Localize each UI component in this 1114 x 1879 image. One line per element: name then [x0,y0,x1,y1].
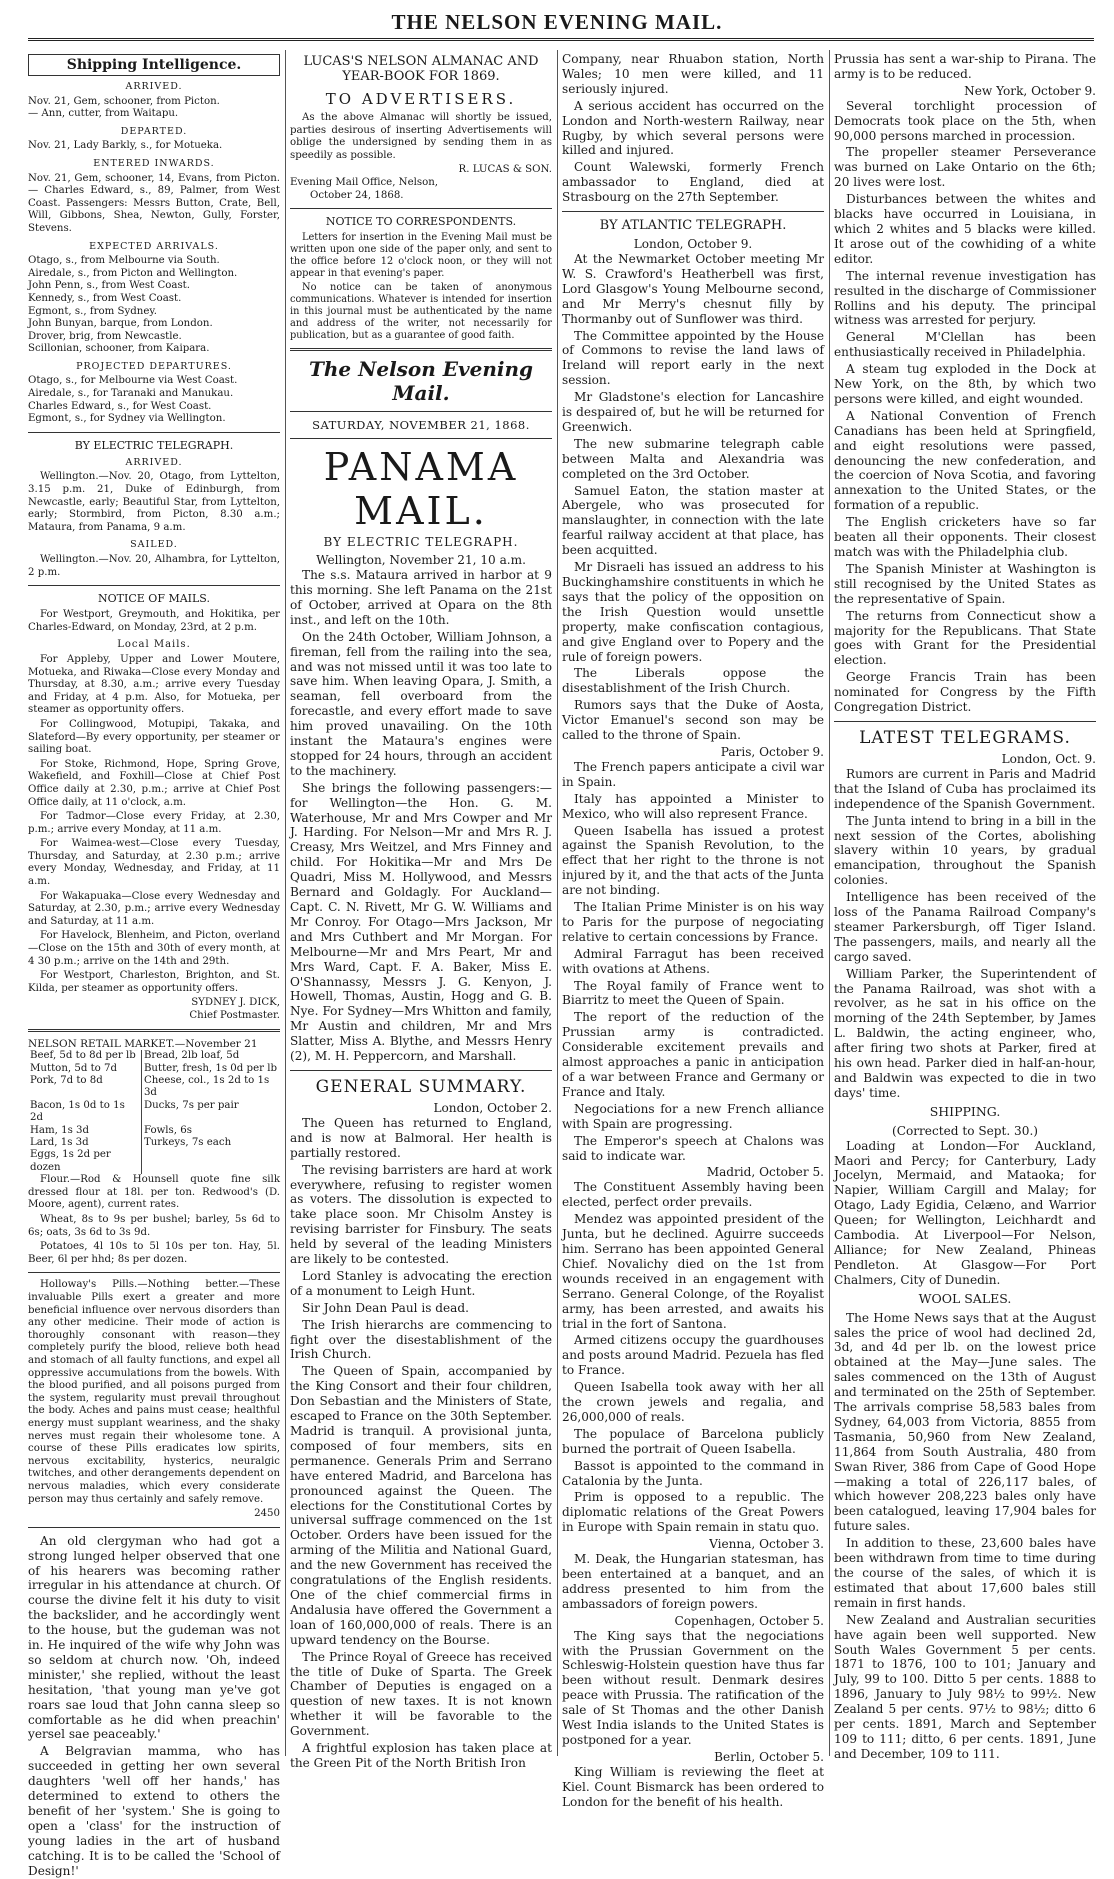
summary-paragraph: Lord Stanley is advocating the erection of a monument to Leigh Hunt. [290,1268,552,1298]
table-row [28,1050,280,1062]
atlantic-paragraph: At the Newmarket October meeting Mr W. S. Crawford's Heatherbell was first, Lord Glasgow's Young Melbourne second, and Mr Merry's chesnut filly by Thormanby out of Sunflower was third. [562,251,824,326]
column-3 [562,52,824,1809]
latest-telegrams-heading: LATEST TELEGRAMS. [859,727,1071,748]
new-york-paragraph: The Spanish Minister at Washington is still recognised by the United States as the representative of Spain. [834,561,1096,606]
entered-text: Nov. 21, Gem, schooner, 14, Evans, from Picton. — Charles Edward, s., 89, Palmer, from West Coast. Passengers: Messrs Button, Crate, Bell, Will, Gibbons, Shea, Newton, Gully, Forster, Stevens. [28,172,280,234]
correspondents-text: No notice can be taken of anonymous communications. Whatever is intended for insertion in this journal must be authenticated by the name and address of the writer, not necessarily for publication, but as a guarantee of good faith. [290,282,552,342]
article-paragraph: Count Walewski, formerly French ambassador to England, died at Strasbourg on the 27th September. [562,160,824,205]
new-york-paragraph: A National Convention of French Canadians has been held at Springfield, and eight resolutions were passed, denouncing the new confederation, and the coercion of Nova Scotia, and favoring annexation to the United States, or the formation of a republic. [834,408,1096,513]
new-york-paragraph: General M'Clellan has been enthusiastically received in Philadelphia. [834,330,1096,360]
projected-line: Charles Edward, s., for West Coast. [28,400,212,412]
arrived-line: — Ann, cutter, from Waitapu. [28,108,179,120]
tel-sailed-label: SAILED. [130,539,178,551]
table-row [28,1125,280,1137]
shipping-intelligence-heading: Shipping Intelligence. [28,54,280,76]
mail-item: For Wakapuaka—Close every Wednesday and Saturday, at 2.30, p.m.; arrive every Wednesday and Saturday, at 11 a.m. [28,890,280,927]
berlin-dateline: Berlin, October 5. [714,1749,824,1764]
new-york-paragraph: The returns from Connecticut show a majority for the Republicans. That State goes with Grant for the Presidential election. [834,608,1096,668]
market-cell: Butter, fresh, 1s 0d per lb [143,1062,277,1074]
latest-paragraph: Rumors are current in Paris and Madrid that the Island of Cuba has proclaimed its independence of the Spanish Government. [834,766,1096,811]
new-york-paragraph: Disturbances between the whites and blacks have occurred in Louisiana, in which 2 whites and 5 blacks were killed. It arose out of the cowhiding of a white editor. [834,192,1096,266]
divider [290,348,552,351]
madrid-paragraph: The populace of Barcelona publicly burned the portrait of Queen Isabella. [562,1426,824,1456]
market-cell: Cheese, col., 1s 2d to 1s 3d [143,1075,270,1099]
latest-paragraph: The Junta intend to bring in a bill in the next session of the Cortes, abolishing slavery within 10 years, by gradual emancipation, throughout the Spanish colonies. [834,813,1096,888]
advertisers-heading: TO ADVERTISERS. [325,90,517,108]
divider [28,1272,280,1273]
new-york-paragraph: The internal revenue investigation has resulted in the discharge of Commissioner Rollins and his deputy. The principal witness was arrested for perjury. [834,268,1096,328]
copenhagen-paragraph: The King says that the negociations with the Prussian Government on the Schleswig-Holstein question have thus far been without result. Denmark desires peace with Prussia. The ratification of the sale of St Thomas and the other Danish West India islands to the United States is postponed for a year. [562,1628,824,1747]
tel-arrived-text: Wellington.—Nov. 20, Otago, from Lyttelton, 3.15 p.m. 21, Duke of Edinburgh, from Newcastle, early; Beautiful Star, from Lyttelton, early; Stormbird, from Picton, 8.30 a.m.; Mataura, from Panama, 9 a.m. [28,471,280,533]
mail-item: For Tadmor—Close every Friday, at 2.30, p.m.; arrive every Monday, at 11 a.m. [28,811,280,835]
market-note: Wheat, 8s to 9s per bushel; barley, 5s 6d to 6s; oats, 3s 6d to 3s 9d. [28,1214,280,1238]
expected-line: Kennedy, s., from West Coast. [28,292,182,304]
panama-mail-heading: PANAMA MAIL. [323,445,519,534]
wool-paragraph: New Zealand and Australian securities have again been well supported. New South Wales Government 5 per cents. 1871 to 1876, 100 to 101; January and July, 99 to 100. Ditto 5 per cents. 1888 to 1896, January to July 98½ to 99½. New Zealand 5 per cents. 97½ to 98½; ditto 6 per cents. 1891, March and September 109 to 111; ditto, 6 per cents. 1891, June and December, 109 to 111. [834,1612,1096,1761]
market-cell: Pork, 7d to 8d [28,1075,141,1100]
paris-paragraph: The Italian Prime Minister is on his way to Paris for the purpose of negociating relative to certain concessions by France. [562,900,824,944]
summary-paragraph: The Queen has returned to England, and is now at Balmoral. Her health is partially restored. [290,1115,552,1160]
new-york-paragraph: The English cricketers have so far beaten all their opponents. Their closest match was with the Philadelphia club. [834,515,1096,559]
paris-paragraph: Admiral Farragut has been received with ovations at Athens. [562,946,824,976]
mails-heading: NOTICE OF MAILS. [98,592,210,606]
atlantic-paragraph: The new submarine telegraph cable between Malta and Alexandria was completed on the 3rd October. [562,436,824,481]
local-mails-label: Local Mails. [117,639,191,651]
mail-item: For Stoke, Richmond, Hope, Spring Grove, Wakefield, and Foxhill—Close at Chief Post Office daily at 2.30, p.m.; arrive at Chief Post Office daily, at 11 o'clock, a.m. [28,758,280,808]
article-paragraph: Company, near Rhuabon station, North Wales; 10 men were killed, and 11 seriously injured. [562,52,824,96]
table-row [28,1149,280,1174]
correspondents-text: Letters for insertion in the Evening Mail must be written upon one side of the paper only, and sent to the office before 12 o'clock noon, or they will not appear in that evening's paper. [290,232,552,280]
projected-line: Airedale, s., for Taranaki and Manukau. [28,388,234,400]
arrived-line: Nov. 21, Gem, schooner, from Picton. [28,95,220,107]
advert-number: 2450 [254,1508,280,1520]
holloway-advert: Holloway's Pills.—Nothing better.—These invaluable Pills exert a greater and more beneficial influence over nervous disorders than any other medicine. Their mode of action is thoroughly consonant with reason—they completely purify the blood, relieve both head and stomach of all faulty functions, and expel all oppressive accumulations from the bowels. With the blood purified, and all poisons purged from the system, regularity must prevail throughout the body. Aches and pains must cease; healthful energy must supplant weariness, and the shaky nerves must regain their wholesome tone. A course of these Pills eradicates low spirits, nervous excitability, hysterics, neuralgic twitches, and other derangements dependent on nervous maladies, which every considerate person may thus certainly and safely remove. [28,1279,280,1505]
market-cell: Ham, 1s 3d [28,1125,141,1137]
paper-nameplate: The Nelson Evening Mail. [308,357,534,406]
paris-paragraph: Negociations for a new French alliance with Spain are progressing. [562,1101,824,1131]
panama-dateline: Wellington, November 21, 10 a.m. [316,553,526,568]
entered-label: ENTERED INWARDS. [93,157,215,169]
vienna-paragraph: M. Deak, the Hungarian statesman, has been entertained at a banquet, and an address presented to him from the ambassadors of foreign powers. [562,1552,824,1611]
advertisers-address: Evening Mail Office, Nelson, [290,176,439,188]
summary-paragraph: The Irish hierarchs are commencing to fight over the disestablishment of the Irish Church. [290,1317,552,1362]
market-cell: Beef, 5d to 8d per lb [28,1050,141,1062]
divider [834,721,1096,722]
mail-item: For Waimea-west—Close every Tuesday, Thursday, and Saturday, at 2.30 p.m.; arrive every Monday, Wednesday, and Friday, at 11 a.m. [28,838,280,888]
market-cell: Turkeys, 7s each [143,1137,232,1149]
berlin-paragraph: King William is reviewing the fleet at Kiel. Count Bismarck has been ordered to London for the benefit of his health. [562,1764,824,1809]
market-cell: Ducks, 7s per pair [143,1099,239,1111]
market-cell: Fowls, 6s [143,1124,192,1136]
article-paragraph: A serious accident has occurred on the London and North-western Railway, near Rugby, by which several persons were killed and injured. [562,98,824,158]
market-cell: Lard, 1s 3d [28,1137,141,1149]
divider [290,1070,552,1071]
market-note: Potatoes, 4l 10s to 5l 10s per ton. Hay, 5l. Beer, 6l per hhd; 8s per dozen. [28,1241,280,1265]
market-cell: Eggs, 1s 2d per dozen [28,1149,141,1174]
column-1 [28,52,280,1878]
projected-line: Otago, s., for Melbourne via West Coast. [28,375,238,387]
shipping-paragraph: Loading at London—For Auckland, Maori and Percy; for Canterbury, Lady Jocelyn, Mermaid, and Mataoka; for Napier, William Cargill and Malay; for Otago, Lady Egidia, Celæno, and Warrior Queen; for Wellington, Leichhardt and Cambodia. At Liverpool—For Nelson, Alliance; for New Zealand, Phineas Pendleton. At Glasgow—For Port Chalmers, City of Dunedin. [834,1138,1096,1287]
expected-line: Scillonian, schooner, from Kaipara. [28,343,210,355]
tel-sailed-text: Wellington.—Nov. 20, Alhambra, for Lyttelton, 2 p.m. [28,554,280,578]
madrid-paragraph: Armed citizens occupy the guardhouses and posts around Madrid. Pezuela has fled to France. [562,1333,824,1378]
summary-paragraph: The Queen of Spain, accompanied by the King Consort and their four children, Don Sebastian and the Ministers of State, escaped to France on the 30th September. Madrid is tranquil. A provisional junta, composed of four members, sits en permanence. Generals Prim and Serrano have entered Madrid, and Barcelona has pronounced against the Queen. The elections for the Constitutional Cortes by universal suffrage commenced on the 1st October. Orders have been issued for the arming of the Militia and National Guard, and the new Government has received the congratulations of the English residents. One of the chief commercial firms in Andalusia have offered the Government a loan of 160,000,000 of reals. There is an upward tendency on the Bourse. [290,1364,552,1647]
summary-paragraph: The revising barristers are hard at work everywhere, refusing to register women as voters. The dissolution is expected to take place soon. Mr Chisolm Anstey is revising barrister for Finsbury. The seats held by several of the leading Ministers are likely to be contested. [290,1162,552,1267]
expected-line: Egmont, s., from Sydney. [28,305,157,317]
paris-paragraph: Italy has appointed a Minister to Mexico, who will also represent France. [562,791,824,821]
divider [562,211,824,212]
wool-paragraph: In addition to these, 23,600 bales have been withdrawn from time to time during the course of the sales, of which it is estimated that about 17,600 bales still remain in first hands. [834,1536,1096,1610]
article-paragraph: Prussia has sent a war-ship to Pirana. The army is to be reduced. [834,52,1096,81]
panama-paragraph: The s.s. Mataura arrived in harbor at 9 this morning. She left Panama on the 21st of October, arrived at Opara on the 8th inst., and left on the 10th. [290,568,552,627]
divider [28,585,280,586]
tel-arrived-label: ARRIVED. [125,456,183,468]
expected-line: Drover, brig, from Newcastle. [28,330,182,342]
paris-paragraph: The French papers anticipate a civil war in Spain. [562,759,824,789]
market-heading: NELSON RETAIL MARKET.—November 21 [28,1037,258,1050]
expected-line: Airedale, s., from Picton and Wellington. [28,267,238,279]
mail-item: For Havelock, Blenheim, and Picton, overland—Close on the 15th and 30th of every month, at 4 30 p.m.; arrive on the 14th and 29th. [28,930,280,967]
summary-paragraph: Sir John Dean Paul is dead. [302,1300,469,1315]
general-summary-heading: GENERAL SUMMARY. [315,1076,527,1097]
mails-signature-title: Chief Postmaster. [189,1010,280,1021]
shipping-subheading: (Corrected to Sept. 30.) [891,1123,1039,1138]
atlantic-paragraph: Samuel Eaton, the station master at Abergele, who was prosecuted for manslaughter, in connection with the late fearful railway accident at that place, has been acquitted. [562,483,824,558]
madrid-dateline: Madrid, October 5. [706,1165,824,1180]
advertisers-signature: R. LUCAS & SON. [458,164,552,176]
divider [290,438,552,439]
madrid-paragraph: Prim is opposed to a republic. The diplomatic relations of the Great Powers in Europe with Spain remain in statu quo. [562,1490,824,1535]
paris-paragraph: The Royal family of France went to Biarritz to meet the Queen of Spain. [562,978,824,1008]
projected-label: PROJECTED DEPARTURES. [76,360,232,372]
new-york-paragraph: A steam tug exploded in the Dock at New York, on the 8th, by which two persons were killed, and eight wounded. [834,362,1096,406]
mail-item: For Westport, Charleston, Brighton, and St. Kilda, per steamer as opportunity offers. [28,970,280,994]
shipping-heading: SHIPPING. [929,1103,1001,1119]
table-row [28,1075,280,1100]
summary-paragraph: A frightful explosion has taken place at the Green Pit of the North British Iron [290,1741,552,1770]
new-york-paragraph: Several torchlight procession of Democrats took place on the 5th, when 90,000 persons marched in procession. [834,98,1096,143]
telegraph-heading: BY ELECTRIC TELEGRAPH. [74,438,234,452]
table-row [28,1137,280,1149]
projected-line: Egmont, s., for Sydney via Wellington. [28,413,226,425]
paper-date: SATURDAY, NOVEMBER 21, 1868. [312,418,530,433]
wool-sales-heading: WOOL SALES. [918,1290,1012,1306]
mails-signature-name: SYDNEY J. DICK, [191,997,280,1009]
masthead [0,0,1114,44]
market-table [28,1050,280,1174]
atlantic-paragraph: Mr Gladstone's election for Lancashire is despaired of, but he will be returned for Greenwich. [562,390,824,434]
latest-paragraph: William Parker, the Superintendent of the Panama Railroad, was shot with a revolver, as he sat in his office on the morning of the 24th September, by James L. Baldwin, the acting engineer, who, after firing two shots at Parker, fired at his own head. Parker died in half-an-hour, and Baldwin was expected to die in two days' time. [834,966,1096,1100]
madrid-paragraph: Queen Isabella took away with her all the crown jewels and regalia, and 26,000,000 of reals. [562,1380,824,1424]
table-row [28,1063,280,1075]
advertisers-text: As the above Almanac will shortly be issued, parties desirous of inserting Advertisements will oblige the undersigned by sending them in as speedily as possible. [290,112,552,161]
anecdote-belgravian: A Belgravian mamma, who has succeeded in getting her own several daughters 'well off her hands,' has determined to extend to others the benefit of her 'system.' She is going to open a 'class' for the instruction of young ladies in the art of husband catching. It is to be called the 'School of Design!' [28,1744,280,1878]
divider [28,1527,280,1528]
correspondents-heading: NOTICE TO CORRESPONDENTS. [325,215,517,229]
newspaper-title: THE NELSON EVENING MAIL. [391,10,723,34]
summary-paragraph: The Prince Royal of Greece has received the title of Duke of Sparta. The Greek Chamber of Deputies is engaged on a question of new taxes. It is not known whether it will be favorable to the Government. [290,1649,552,1739]
divider [28,432,280,433]
new-york-paragraph: George Francis Train has been nominated for Congress by the Fifth Congregation District. [834,670,1096,715]
atlantic-heading: BY ATLANTIC TELEGRAPH. [599,218,787,234]
panama-subheading: BY ELECTRIC TELEGRAPH. [323,535,519,550]
madrid-paragraph: Bassot is appointed to the command in Catalonia by the Junta. [562,1458,824,1488]
atlantic-paragraph: The Liberals oppose the disestablishment of the Irish Church. [562,666,824,696]
divider [28,1029,280,1032]
column-divider [557,50,558,1756]
market-note: Flour.—Rod & Hounsell quote fine silk dressed flour at 18l. per ton. Redwood's (D. Moore, agent), current rates. [28,1174,280,1211]
atlantic-paragraph: Rumors says that the Duke of Aosta, Victor Emanuel's second son may be called to the throne of Spain. [562,698,824,743]
vienna-dateline: Vienna, October 3. [709,1537,824,1552]
mails-intro: For Westport, Greymouth, and Hokitika, per Charles-Edward, on Monday, 23rd, at 2 p.m. [28,609,280,633]
atlantic-paragraph: Mr Disraeli has issued an address to his Buckinghamshire constituents in which he says that the policy of the opposition on the Irish Question would unsettle property, make confiscation contagious, and give England over to Popery and the rule of foreign powers. [562,560,824,664]
paris-paragraph: The report of the reduction of the Prussian army is contradicted. Considerable excitement prevails and almost approaches a panic in anticipation of a war between France and Germany or France and Italy. [562,1010,824,1099]
latest-dateline: London, Oct. 9. [1001,751,1096,766]
mail-item: For Appleby, Upper and Lower Moutere, Motueka, and Riwaka—Close every Monday and Thursday, at 8.30, a.m.; arrive every Tuesday and Friday, at 4 p.m. Also, for Motueka, per steamer as opportunity offers. [28,653,280,716]
table-row [28,1100,280,1125]
column-2 [290,52,552,1770]
expected-line: John Penn, s., from West Coast. [28,280,191,292]
paris-paragraph: Queen Isabella has issued a protest against the Spanish Revolution, to the effect that her right to the throne is not injured by it, and the that acts of the Junta are not binding. [562,823,824,898]
panama-paragraph: On the 24th October, William Johnson, a fireman, fell from the railing into the sea, and was not missed until it was too late to save him. When leaving Opara, J. Smith, a seaman, fell overboard from the forecastle, and every effort made to save him proved unavailing. On the 10th instant the Mataura's engines were stopped for 24 hours, through an accident to the machinery. [290,629,552,778]
atlantic-paragraph: The Committee appointed by the House of Commons to revise the land laws of Ireland will report early in the next session. [562,328,824,388]
atlantic-dateline: London, October 9. [633,237,753,252]
madrid-paragraph: Mendez was appointed president of the Junta, but he declined. Aguirre succeeds him. Serrano has been appointed General Chief. Novalichy died on the 1st from wounds received in an engagement with Serrano. General Colonge, of the Royalist army, has been arrested, and awaits his trial in the fort of Santona. [562,1212,824,1331]
market-cell: Bread, 2lb loaf, 5d [143,1050,240,1062]
wool-paragraph: The Home News says that at the August sales the price of wool had declined 2d, 3d, and 4d per lb. on the lowest price obtained at the May—June sales. The sales commenced on the 13th of August and terminated on the 25th of September. The arrivals comprise 58,583 bales from Sydney, 64,003 from Victoria, 8855 from Tasmania, 50,960 from New Zealand, 11,864 from South Australia, 480 from Swan River, 386 from Cape of Good Hope—making a total of 226,117 bales, of which however 208,223 bales only have been catalogued, leaving 17,904 bales for future sales. [834,1310,1096,1534]
copenhagen-dateline: Copenhagen, October 5. [674,1613,824,1628]
market-cell: Bacon, 1s 0d to 1s 2d [28,1100,141,1125]
column-divider [285,50,286,1756]
mail-item: For Collingwood, Motupipi, Takaka, and Slateford—By every opportunity, per steamer or sailing boat. [28,718,280,756]
paris-paragraph: The Emperor's speech at Chalons was said to indicate war. [562,1133,824,1163]
paris-dateline: Paris, October 9. [720,744,824,759]
masthead-rule [28,38,1094,41]
arrived-label: ARRIVED. [125,81,183,92]
expected-line: John Bunyan, barque, from London. [28,318,213,330]
new-york-dateline: New York, October 9. [964,83,1096,98]
advertisers-date: October 24, 1868. [310,189,404,201]
expected-label: EXPECTED ARRIVALS. [89,240,219,252]
almanac-heading: LUCAS'S NELSON ALMANAC AND YEAR-BOOK FOR 1869. [303,54,539,84]
new-york-paragraph: The propeller steamer Perseverance was burned on Lake Ontario on the 6th; 20 lives were lost. [834,145,1096,190]
expected-line: Otago, s., from Melbourne via South. [28,255,220,267]
panama-paragraph: She brings the following passengers:—for Wellington—the Hon. G. M. Waterhouse, Mr and Mrs Cowper and Mr J. Harding. For Nelson—Mr and Mrs R. J. Creasy, Mrs Weitzel, and Mrs Finney and child. For Hokitika—Mr and Mrs De Quadri, Miss M. Hollywood, and Messrs Bernard and Goldagly. For Auckland—Capt. C. N. Rivett, Mr G. W. Williams and Mr Conroy. For Otago—Mrs Jackson, Mr and Mrs Cuthbert and Mr Morgan. For Melbourne—Mr and Mrs Peart, Mr and Mrs Ward, Capt. F. A. Baker, Miss E. O'Shannassy, Messrs J. G. Kenyon, J. Howell, Thomas, Austin, Hogg and G. B. Nye. For Sydney—Mrs Whitton and family, Mr Austin and children, Mr and Mrs Slatter, Miss A. Blythe, and Messrs Henry (2), M. H. Peppercorn, and Marshall. [290,780,552,1064]
divider [290,411,552,412]
madrid-paragraph: The Constituent Assembly having been elected, perfect order prevails. [562,1180,824,1210]
summary-dateline: London, October 2. [433,1100,552,1115]
departed-line: Nov. 21, Lady Barkly, s., for Motueka. [28,140,223,152]
column-divider [829,50,830,1756]
market-cell: Mutton, 5d to 7d [28,1063,141,1075]
departed-label: DEPARTED. [120,125,188,137]
column-4 [834,52,1096,1761]
divider [290,208,552,209]
market-cell [141,1149,280,1174]
latest-paragraph: Intelligence has been received of the loss of the Panama Railroad Company's steamer Parkersburgh, off Tiger Island. The passengers, mails, and nearly all the cargo saved. [834,890,1096,964]
anecdote-clergyman: An old clergyman who had got a strong lunged helper observed that one of his hearers was becoming rather irregular in his attendance at church. Of course the divine felt it his duty to visit the backslider, and he accordingly went to the house, but the gudeman was not in. He inquired of the wife why John was so seldom at church now. 'Oh, indeed minister,' she replied, without the least hesitation, 'that young man ye've got roars sae loud that John canna sleep so comfortable as he did when preachin' yersel sae peaceably.' [28,1533,280,1742]
